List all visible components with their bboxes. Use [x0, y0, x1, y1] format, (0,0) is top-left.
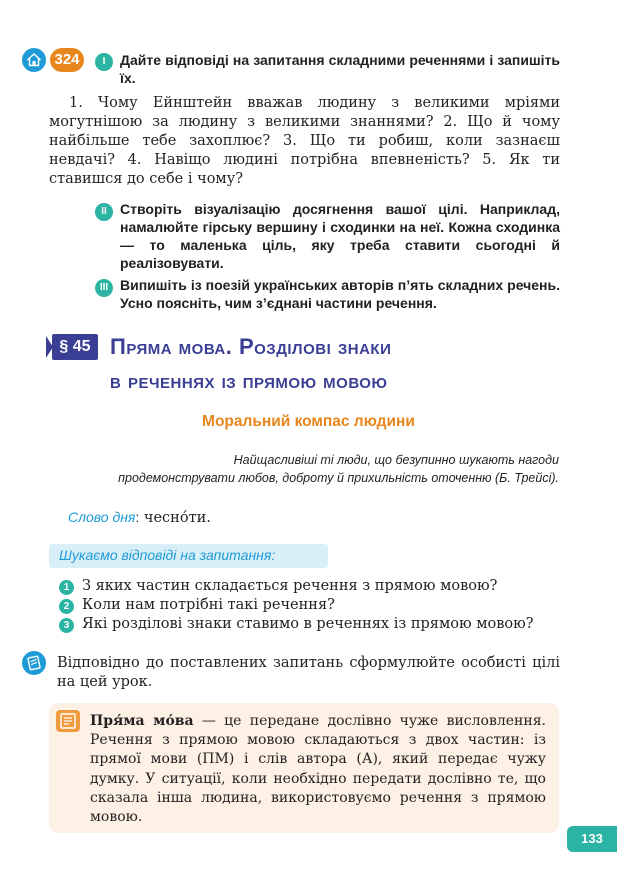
home-task-icon: [22, 48, 46, 72]
lesson-subtitle: Моральний компас людини: [202, 413, 415, 430]
word-of-day: [68, 507, 211, 526]
definition-body: — це передане дослівно чуже висловлення. Речення з прямою мовою складаються з двох частин: із прямої мови (ПМ) і слів автора (А), який передає чужу думку. У ситуації, коли необхідно передати дослівно те, що сказала інша людина, використовуємо речення з прямою мовою.: [90, 713, 546, 826]
question-number-1: 1: [59, 580, 74, 595]
task-marker-2: II: [95, 203, 113, 221]
task-1-text: Дайте відповіді на запитання складними реченнями і запишіть їх.: [120, 52, 560, 86]
word-of-day-word: чесно́ти.: [139, 510, 211, 526]
task-marker-3: III: [95, 279, 113, 297]
exercise-questions: 1. Чому Ейнштейн вважав людину з великими мріями могутнішою за людину з великими знаннями? 2. Що й чому найбільше тебе захоплює? 3. Що ти робиш, коли зазнаєш невдачі? 4. Навіщо людині потрібна впевненість? 5. Як ти ставишся до себе і чому?: [49, 95, 560, 187]
definition-term: Пря́ма мо́ва: [90, 713, 194, 729]
question-number-3: 3: [59, 618, 74, 633]
question-text-2: Коли нам потрібні такі речення?: [82, 597, 335, 613]
word-of-day-label: Слово дня: [68, 509, 136, 525]
questions-title: Шукаємо відповіді на запитання:: [59, 547, 276, 563]
task-2-text: Створіть візуалізацію досягнення вашої цілі. Наприклад, намалюйте гірську вершину і сходинки на неї. Кожна сходинка — то маленька ціль, яку треба ставити сьогодні й реалізовувати.: [120, 201, 560, 271]
section-title-line-1: Пряма мова. Розділові знаки: [110, 334, 392, 359]
epigraph-line-1: Найщасливіші ті люди, що безупинно шукають нагоди: [233, 453, 559, 467]
epigraph-line-2: продемонструвати любов, доброту й прихильність оточенню (Б. Трейсі).: [118, 471, 559, 485]
question-number-2: 2: [59, 599, 74, 614]
definition-text: [90, 712, 546, 827]
goals-text: Відповідно до поставлених запитань сформулюйте особисті цілі на цей урок.: [57, 655, 560, 690]
question-text-1: З яких частин складається речення з прямою мовою?: [82, 578, 498, 594]
word-of-day-colon: :: [135, 509, 140, 525]
goal-setting-icon: [22, 651, 46, 675]
section-number: § 45: [52, 334, 98, 360]
page-number: 133: [567, 826, 617, 852]
task-3-text: Випишіть із поезій українських авторів п’ять складних речень. Усно поясніть, чим з’єднані частини речення.: [120, 277, 560, 311]
rule-notebook-icon: [56, 710, 80, 732]
task-marker-1: I: [95, 53, 113, 71]
section-title-line-2: в реченнях із прямою мовою: [110, 368, 388, 393]
question-text-3: Які розділові знаки ставимо в реченнях із прямою мовою?: [82, 616, 534, 632]
exercise-number: 324: [50, 48, 84, 72]
